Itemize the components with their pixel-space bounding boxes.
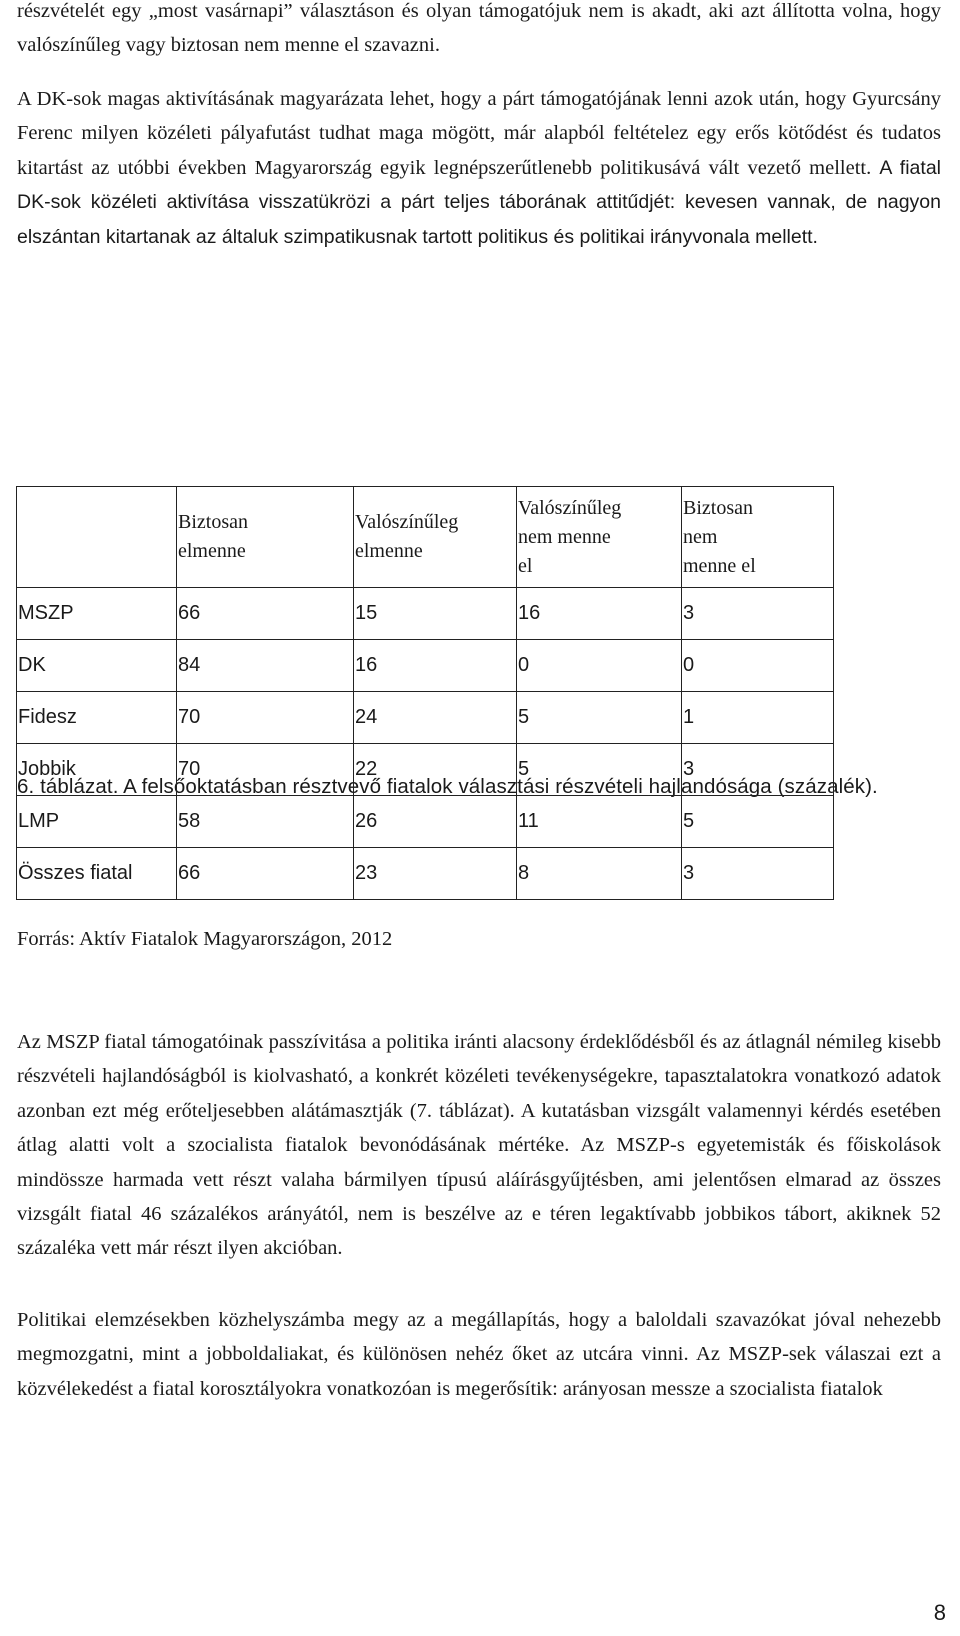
- cell-value: 1: [682, 692, 834, 744]
- row-party: Fidesz: [17, 692, 177, 744]
- cell-value: 3: [682, 744, 834, 796]
- cell-value: 66: [177, 848, 354, 900]
- cell-value: 5: [517, 692, 682, 744]
- cell-value: 5: [517, 744, 682, 796]
- cell-value: 15: [354, 588, 517, 640]
- paragraph-dk-activity: [17, 82, 941, 254]
- paragraph-mszp-passivity: Az MSZP fiatal támogatóinak passzívitása a politika iránti alacsony érdeklődésből és az átlagnál némileg kisebb részvételi hajlandóságból is kiolvasható, a konkrét közéleti tevékenységekre, tapasztalatokra vonatkozó adatok azonban ezt még erőteljesebben alátámasztják (7. táblázat). A kutatásban vizsgált valamennyi kérdés esetében átlag alatti volt a szocialista fiatalok bevonódásának mértéke. Az MSZP-s egyetemisták és főiskolások mindössze harmada vett részt valaha bármilyen típusú aláírásgyűjtésben, ami jelentősen elmarad az összes vizsgált fiatal 46 százalékos arányától, nem is beszélve az e téren legaktívabb jobbikos tábort, akiknek 52 százaléka vett már részt ilyen akcióban.: [17, 1031, 941, 1260]
- cell-value: 84: [177, 640, 354, 692]
- cell-value: 16: [354, 640, 517, 692]
- paragraph-left-voters: Politikai elemzésekben közhelyszámba megy az a megállapítás, hogy a baloldali szavazókat jóval nehezebb megmozgatni, mint a jobboldaliakat, és különösen nehéz őket az utcára vinni. Az MSZP-sek válaszai ezt a közvélekedést a fiatal korosztályokra vonatkozóan is megerősítik: arányosan messze a szocialista fiatalok: [17, 1309, 941, 1400]
- table-row: [17, 692, 834, 744]
- table-row: [17, 588, 834, 640]
- row-party: Jobbik: [17, 744, 177, 796]
- row-party: DK: [17, 640, 177, 692]
- table-caption: 6. táblázat. A felsőoktatásban résztvevő fiatalok választási részvételi hajlandósága (százalék).: [17, 775, 878, 798]
- header-surely-vote: Biztosan elmenne: [177, 487, 354, 588]
- cell-value: 3: [682, 588, 834, 640]
- cell-value: 8: [517, 848, 682, 900]
- cell-value: 70: [177, 692, 354, 744]
- table-row: [17, 640, 834, 692]
- paragraph-intro: részvételét egy „most vasárnapi” választáson és olyan támogatójuk nem is akadt, aki azt állította volna, hogy valószínűleg vagy biztosan nem menne el szavazni.: [17, 0, 941, 57]
- cell-value: 26: [354, 796, 517, 848]
- table-row: [17, 796, 834, 848]
- table-row: [17, 744, 834, 796]
- header-surely-not-vote: Biztosan nem menne el: [682, 487, 834, 588]
- header-likely-vote: Valószínűleg elmenne: [354, 487, 517, 588]
- cell-value: 16: [517, 588, 682, 640]
- row-party: MSZP: [17, 588, 177, 640]
- row-party: LMP: [17, 796, 177, 848]
- cell-value: 22: [354, 744, 517, 796]
- cell-value: 24: [354, 692, 517, 744]
- voting-table: [16, 486, 834, 900]
- table-row: [17, 848, 834, 900]
- paragraph-dk-activity-a: A DK-sok magas aktivításának magyarázata lehet, hogy a párt támogatójának lenni azok után, hogy Gyurcsány Ferenc milyen közéleti pályafutást tudhat maga mögött, már alapból feltételez egy erős kötődést és tudatos kitartást az utóbbi években Magyarország egyik legnépszerűtlenebb politikusává vált vezető mellett.: [17, 88, 941, 179]
- cell-value: 70: [177, 744, 354, 796]
- table-header-row: [17, 487, 834, 588]
- cell-value: 0: [517, 640, 682, 692]
- row-party: Összes fiatal: [17, 848, 177, 900]
- cell-value: 23: [354, 848, 517, 900]
- cell-value: 5: [682, 796, 834, 848]
- table-source: Forrás: Aktív Fiatalok Magyarországon, 2012: [17, 928, 393, 950]
- cell-value: 58: [177, 796, 354, 848]
- paragraph-dk-activity-b: A fiatal DK-sok közéleti aktivítása visszatükrözi a párt teljes táborának attitűdjét: kevesen vannak, de nagyon elszántan kitartanak az általuk szimpatikusnak tartott politikus és politikai irányvonala mellett.: [17, 156, 941, 248]
- header-party: [17, 487, 177, 588]
- page-number: 8: [933, 1600, 946, 1625]
- cell-value: 11: [517, 796, 682, 848]
- cell-value: 66: [177, 588, 354, 640]
- cell-value: 3: [682, 848, 834, 900]
- header-likely-not-vote: Valószínűleg nem menne el: [517, 487, 682, 588]
- cell-value: 0: [682, 640, 834, 692]
